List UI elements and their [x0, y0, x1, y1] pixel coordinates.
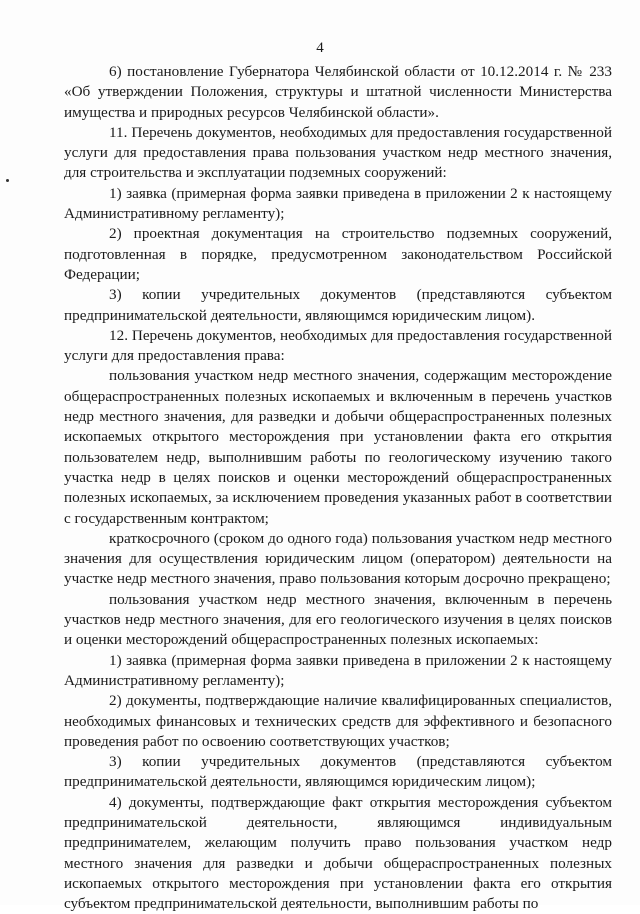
list-item-proektnaya-dokumentatsiya: 2) проектная документация на строительство подземных сооружений, подготовленная в порядке, предусмотренном законодательством Российской Федерации; — [64, 225, 612, 283]
paragraph-kratkosrochnogo: краткосрочного (сроком до одного года) пользования участком недр местного значения для осуществления юридическим лицом (оператором) деятельности на участке недр местного значения, право пользования которым досрочно прекращено; — [64, 529, 612, 588]
paragraph-11-heading: 11. Перечень документов, необходимых для предоставления государственной услуги для предоставления права пользования участком недр местного значения, для строительства и эксплуатации подземных сооружений: — [64, 123, 612, 182]
paragraph-polzovaniya-izuchenie: пользования участком недр местного значения, включенным в перечень участков недр местного значения, для его геологического изучения в целях поисков и оценки месторождений общераспространенных полезных ископаемых: — [64, 590, 612, 649]
list-item-dokumenty-specialisty: 2) документы, подтверждающие наличие квалифицированных специалистов, необходимых финансовых и технических средств для эффективного и безопасного проведения работ по освоению соответствующих участков; — [64, 692, 612, 750]
paragraph-12-heading: 12. Перечень документов, необходимых для предоставления государственной услуги для предоставления права: — [64, 326, 612, 365]
paragraph-polzovaniya-razvedka: пользования участком недр местного значения, содержащим месторождение общераспространенных полезных ископаемых и включенным в перечень участков недр местного значения, для разведки и добычи общераспространенных полезных ископаемых открытого месторождения при установлении факта его открытия пользователем недр, выполнившим работы по геологическому изучению такого участка недр в целях поисков и оценки месторождений общераспространенных полезных ископаемых, за исключением проведения указанных работ в соответствии с государственным контрактом; — [64, 367, 612, 527]
paragraph-6-postanovlenie: 6) постановление Губернатора Челябинской области от 10.12.2014 г. № 233 «Об утверждении Положения, структуры и штатной численности Министерства имущества и природных ресурсов Челябинской области». — [64, 63, 612, 121]
list-item-dokumenty-otkrytie: 4) документы, подтверждающие факт открытия месторождения субъектом предпринимательской деятельности, являющимся индивидуальным предпринимателем, желающим получить право пользования участком недр местного значения для разведки и добычи общераспространенных полезных ископаемых открытого месторождения при установлении факта его открытия субъектом предпринимательской деятельности, выполнившим работы по — [64, 793, 612, 913]
list-item-kopii-uchreditelnyh: 3) копии учредительных документов (представляются субъектом предпринимательской деятельности, являющимся юридическим лицом). — [64, 286, 612, 324]
document-body — [64, 62, 612, 914]
list-item-zayavka: 1) заявка (примерная форма заявки приведена в приложении 2 к настоящему Административному регламенту); — [64, 184, 612, 223]
page-number: 4 — [316, 40, 324, 56]
list-item-kopii-uchreditelnyh-2: 3) копии учредительных документов (представляются субъектом предпринимательской деятельности, являющимся юридическим лицом); — [64, 753, 612, 791]
list-item-zayavka-2: 1) заявка (примерная форма заявки приведена в приложении 2 к настоящему Административному регламенту); — [64, 651, 612, 689]
scan-dot — [6, 179, 9, 182]
